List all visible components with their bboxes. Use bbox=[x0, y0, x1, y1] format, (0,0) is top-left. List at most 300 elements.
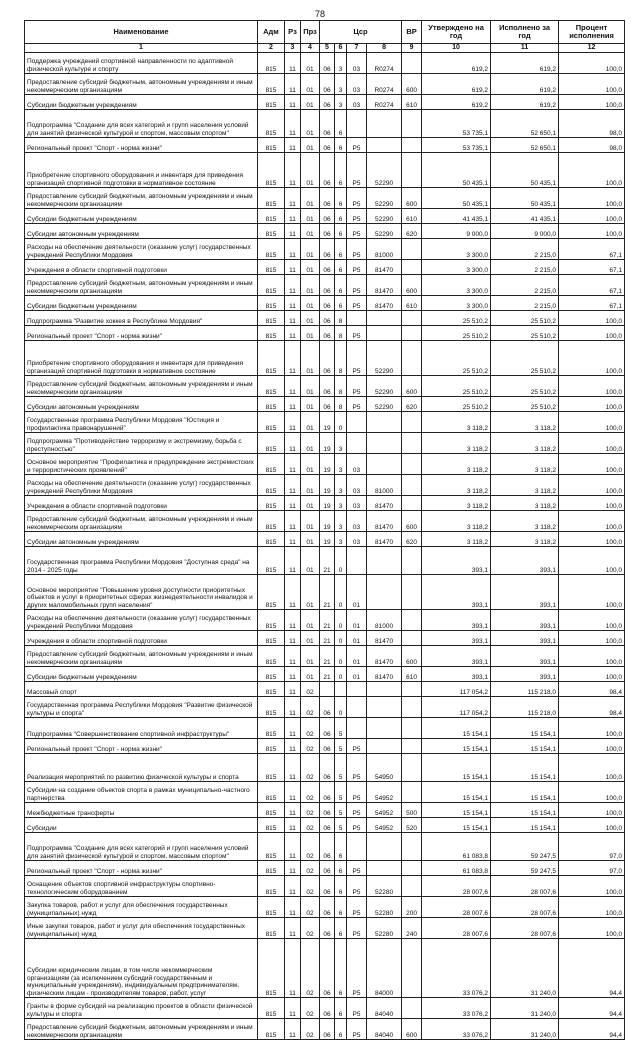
csr-direction-cell: 81470 bbox=[367, 631, 402, 646]
csr-program-cell: 06 bbox=[320, 224, 335, 239]
csr-subprogram-cell: 6 bbox=[335, 897, 347, 918]
vr-cell bbox=[402, 610, 422, 631]
csr-subprogram-cell: 6 bbox=[335, 296, 347, 311]
executed-cell: 115 218,0 bbox=[491, 682, 559, 697]
csr-program-cell: 06 bbox=[320, 376, 335, 397]
csr-program-cell: 06 bbox=[320, 782, 335, 803]
prz-cell: 02 bbox=[301, 818, 320, 833]
rz-cell: 11 bbox=[285, 918, 301, 939]
approved-cell: 393,1 bbox=[422, 631, 491, 646]
csr-subprogram-cell: 6 bbox=[335, 918, 347, 939]
csr-program-cell: 21 bbox=[320, 667, 335, 682]
csr-subprogram-cell: 6 bbox=[335, 833, 347, 861]
column-number: 4 bbox=[301, 44, 320, 53]
adm-cell: 815 bbox=[258, 496, 285, 511]
rz-cell: 11 bbox=[285, 412, 301, 433]
approved-cell: 15 154,1 bbox=[422, 754, 491, 782]
csr-event-cell: P5 bbox=[347, 918, 367, 939]
csr-event-cell: 03 bbox=[347, 511, 367, 532]
csr-event-cell: P5 bbox=[347, 153, 367, 188]
csr-direction-cell: 52280 bbox=[367, 876, 402, 897]
table-row bbox=[25, 275, 625, 296]
rz-cell: 11 bbox=[285, 646, 301, 667]
table-row bbox=[25, 754, 625, 782]
csr-direction-cell: R0274 bbox=[367, 53, 402, 74]
approved-cell: 393,1 bbox=[422, 667, 491, 682]
csr-subprogram-cell: 0 bbox=[335, 412, 347, 433]
vr-cell: 610 bbox=[402, 209, 422, 224]
executed-cell: 3 118,2 bbox=[491, 433, 559, 454]
approved-cell: 3 118,2 bbox=[422, 412, 491, 433]
percent-cell: 100,0 bbox=[559, 818, 625, 833]
executed-cell: 59 247,5 bbox=[491, 833, 559, 861]
table-row bbox=[25, 260, 625, 275]
column-number: 9 bbox=[402, 44, 422, 53]
rz-cell: 11 bbox=[285, 782, 301, 803]
prz-cell: 01 bbox=[301, 433, 320, 454]
adm-cell: 815 bbox=[258, 376, 285, 397]
adm-cell: 815 bbox=[258, 918, 285, 939]
csr-event-cell: P5 bbox=[347, 939, 367, 998]
percent-cell: 100,0 bbox=[559, 311, 625, 326]
csr-event-cell: 03 bbox=[347, 95, 367, 110]
row-name-cell: Межбюджетные трансферты bbox=[25, 803, 258, 818]
csr-direction-cell bbox=[367, 433, 402, 454]
csr-direction-cell bbox=[367, 833, 402, 861]
vr-cell bbox=[402, 754, 422, 782]
prz-cell: 01 bbox=[301, 296, 320, 311]
column-number: 1 bbox=[25, 44, 258, 53]
percent-cell: 100,0 bbox=[559, 326, 625, 341]
percent-cell: 100,0 bbox=[559, 631, 625, 646]
table-row bbox=[25, 939, 625, 998]
csr-program-cell: 06 bbox=[320, 861, 335, 876]
csr-event-cell: 03 bbox=[347, 475, 367, 496]
row-name-cell: Государственная программа Республики Мордовия "Доступная среда" на 2014 - 2025 годы bbox=[25, 547, 258, 575]
executed-cell: 59 247,5 bbox=[491, 861, 559, 876]
executed-cell: 393,1 bbox=[491, 667, 559, 682]
csr-direction-cell bbox=[367, 412, 402, 433]
vr-cell bbox=[402, 861, 422, 876]
adm-cell: 815 bbox=[258, 53, 285, 74]
adm-cell: 815 bbox=[258, 153, 285, 188]
csr-subprogram-cell: 0 bbox=[335, 631, 347, 646]
table-row bbox=[25, 739, 625, 754]
executed-cell: 28 007,6 bbox=[491, 876, 559, 897]
row-name-cell: Расходы на обеспечение деятельности (оказание услуг) государственных учреждений Республики Мордовия bbox=[25, 475, 258, 496]
prz-cell: 01 bbox=[301, 496, 320, 511]
csr-subprogram-cell: 6 bbox=[335, 188, 347, 209]
approved-cell: 15 154,1 bbox=[422, 803, 491, 818]
csr-event-cell: P5 bbox=[347, 998, 367, 1019]
csr-program-cell: 06 bbox=[320, 53, 335, 74]
approved-cell: 117 054,2 bbox=[422, 682, 491, 697]
vr-cell bbox=[402, 341, 422, 376]
percent-cell: 100,0 bbox=[559, 95, 625, 110]
row-name-cell: Подпрограмма "Совершенствование спортивной инфраструктуры" bbox=[25, 718, 258, 739]
csr-subprogram-cell: 5 bbox=[335, 718, 347, 739]
csr-direction-cell: 81470 bbox=[367, 296, 402, 311]
csr-event-cell: P5 bbox=[347, 188, 367, 209]
executed-cell: 25 510,2 bbox=[491, 397, 559, 412]
csr-program-cell: 06 bbox=[320, 397, 335, 412]
csr-subprogram-cell: 3 bbox=[335, 475, 347, 496]
csr-program-cell: 06 bbox=[320, 833, 335, 861]
csr-program-cell: 06 bbox=[320, 939, 335, 998]
executed-cell: 25 510,2 bbox=[491, 376, 559, 397]
table-row bbox=[25, 782, 625, 803]
csr-subprogram-cell: 5 bbox=[335, 754, 347, 782]
csr-subprogram-cell: 5 bbox=[335, 818, 347, 833]
csr-event-cell: P5 bbox=[347, 803, 367, 818]
header-prz: Прз bbox=[301, 21, 320, 44]
vr-cell bbox=[402, 412, 422, 433]
approved-cell: 393,1 bbox=[422, 547, 491, 575]
row-name-cell: Поддержка учреждений спортивной направленности по адаптивной физической культуре и спорту bbox=[25, 53, 258, 74]
rz-cell: 11 bbox=[285, 897, 301, 918]
rz-cell: 11 bbox=[285, 818, 301, 833]
adm-cell: 815 bbox=[258, 454, 285, 475]
csr-program-cell: 06 bbox=[320, 998, 335, 1019]
approved-cell: 393,1 bbox=[422, 575, 491, 610]
rz-cell: 11 bbox=[285, 475, 301, 496]
approved-cell: 3 118,2 bbox=[422, 511, 491, 532]
approved-cell: 53 735,1 bbox=[422, 110, 491, 138]
vr-cell bbox=[402, 311, 422, 326]
approved-cell: 3 300,0 bbox=[422, 260, 491, 275]
vr-cell bbox=[402, 239, 422, 260]
percent-cell: 100,0 bbox=[559, 646, 625, 667]
approved-cell: 3 300,0 bbox=[422, 239, 491, 260]
percent-cell: 100,0 bbox=[559, 376, 625, 397]
csr-direction-cell: 81470 bbox=[367, 667, 402, 682]
approved-cell: 15 154,1 bbox=[422, 818, 491, 833]
approved-cell: 61 083,8 bbox=[422, 833, 491, 861]
approved-cell: 25 510,2 bbox=[422, 376, 491, 397]
prz-cell: 02 bbox=[301, 754, 320, 782]
row-name-cell: Предоставление субсидий бюджетным, автономным учреждениям и иным некоммерческим организациям bbox=[25, 511, 258, 532]
adm-cell: 815 bbox=[258, 188, 285, 209]
csr-event-cell: 01 bbox=[347, 575, 367, 610]
csr-direction-cell: 81470 bbox=[367, 260, 402, 275]
approved-cell: 619,2 bbox=[422, 74, 491, 95]
csr-event-cell: P5 bbox=[347, 239, 367, 260]
adm-cell: 815 bbox=[258, 224, 285, 239]
csr-program-cell: 06 bbox=[320, 326, 335, 341]
csr-direction-cell: 52290 bbox=[367, 188, 402, 209]
rz-cell: 11 bbox=[285, 376, 301, 397]
column-number: 6 bbox=[335, 44, 347, 53]
approved-cell: 25 510,2 bbox=[422, 311, 491, 326]
table-row bbox=[25, 803, 625, 818]
row-name-cell: Приобретение спортивного оборудования и инвентаря для приведения организаций спортивной подготовки в нормативное состояние bbox=[25, 153, 258, 188]
percent-cell: 100,0 bbox=[559, 188, 625, 209]
csr-subprogram-cell: 8 bbox=[335, 341, 347, 376]
row-name-cell: Предоставление субсидий бюджетным, автономным учреждениям и иным некоммерческим организациям bbox=[25, 1019, 258, 1040]
vr-cell bbox=[402, 697, 422, 718]
column-number: 5 bbox=[320, 44, 335, 53]
table-row bbox=[25, 376, 625, 397]
approved-cell: 28 007,6 bbox=[422, 918, 491, 939]
rz-cell: 11 bbox=[285, 575, 301, 610]
approved-cell: 15 154,1 bbox=[422, 718, 491, 739]
adm-cell: 815 bbox=[258, 475, 285, 496]
csr-direction-cell: 81470 bbox=[367, 496, 402, 511]
csr-direction-cell: 52290 bbox=[367, 224, 402, 239]
csr-subprogram-cell: 6 bbox=[335, 1019, 347, 1040]
adm-cell: 815 bbox=[258, 209, 285, 224]
prz-cell: 02 bbox=[301, 861, 320, 876]
executed-cell: 50 435,1 bbox=[491, 188, 559, 209]
vr-cell bbox=[402, 433, 422, 454]
csr-direction-cell: 81470 bbox=[367, 646, 402, 667]
csr-direction-cell: 54952 bbox=[367, 818, 402, 833]
executed-cell: 393,1 bbox=[491, 547, 559, 575]
percent-cell: 67,1 bbox=[559, 260, 625, 275]
csr-program-cell: 06 bbox=[320, 739, 335, 754]
table-row bbox=[25, 646, 625, 667]
vr-cell: 500 bbox=[402, 803, 422, 818]
csr-program-cell: 19 bbox=[320, 475, 335, 496]
csr-event-cell: P5 bbox=[347, 782, 367, 803]
approved-cell: 41 435,1 bbox=[422, 209, 491, 224]
csr-subprogram-cell: 3 bbox=[335, 53, 347, 74]
csr-event-cell: P5 bbox=[347, 754, 367, 782]
csr-direction-cell: 84000 bbox=[367, 939, 402, 998]
vr-cell: 600 bbox=[402, 376, 422, 397]
csr-program-cell bbox=[320, 682, 335, 697]
prz-cell: 01 bbox=[301, 239, 320, 260]
rz-cell: 11 bbox=[285, 939, 301, 998]
csr-direction-cell: 54952 bbox=[367, 782, 402, 803]
rz-cell: 11 bbox=[285, 532, 301, 547]
row-name-cell: Субсидии бюджетным учреждениям bbox=[25, 296, 258, 311]
csr-direction-cell bbox=[367, 861, 402, 876]
adm-cell: 815 bbox=[258, 818, 285, 833]
prz-cell: 02 bbox=[301, 1019, 320, 1040]
header-rz: Рз bbox=[285, 21, 301, 44]
prz-cell: 01 bbox=[301, 326, 320, 341]
approved-cell: 33 076,2 bbox=[422, 1019, 491, 1040]
adm-cell: 815 bbox=[258, 739, 285, 754]
executed-cell: 31 240,0 bbox=[491, 998, 559, 1019]
rz-cell: 11 bbox=[285, 95, 301, 110]
adm-cell: 815 bbox=[258, 782, 285, 803]
csr-subprogram-cell: 3 bbox=[335, 95, 347, 110]
csr-subprogram-cell: 5 bbox=[335, 803, 347, 818]
prz-cell: 01 bbox=[301, 511, 320, 532]
rz-cell: 11 bbox=[285, 667, 301, 682]
adm-cell: 815 bbox=[258, 341, 285, 376]
percent-cell: 100,0 bbox=[559, 153, 625, 188]
csr-subprogram-cell: 0 bbox=[335, 667, 347, 682]
csr-program-cell: 06 bbox=[320, 260, 335, 275]
row-name-cell: Основное мероприятие "Профилактика и предупреждение экстремистских и террористических проявлений" bbox=[25, 454, 258, 475]
csr-event-cell: P5 bbox=[347, 296, 367, 311]
table-row bbox=[25, 53, 625, 74]
table-row bbox=[25, 876, 625, 897]
approved-cell: 393,1 bbox=[422, 646, 491, 667]
prz-cell: 01 bbox=[301, 631, 320, 646]
row-name-cell: Региональный проект "Спорт - норма жизни" bbox=[25, 861, 258, 876]
csr-subprogram-cell: 6 bbox=[335, 939, 347, 998]
approved-cell: 393,1 bbox=[422, 610, 491, 631]
csr-program-cell: 06 bbox=[320, 754, 335, 782]
table-row bbox=[25, 833, 625, 861]
csr-event-cell: 01 bbox=[347, 646, 367, 667]
adm-cell: 815 bbox=[258, 1019, 285, 1040]
adm-cell: 815 bbox=[258, 138, 285, 153]
vr-cell: 600 bbox=[402, 1019, 422, 1040]
approved-cell: 33 076,2 bbox=[422, 939, 491, 998]
row-name-cell: Реализация мероприятий по развитию физической культуры и спорта bbox=[25, 754, 258, 782]
percent-cell: 100,0 bbox=[559, 918, 625, 939]
vr-cell: 620 bbox=[402, 224, 422, 239]
adm-cell: 815 bbox=[258, 610, 285, 631]
row-name-cell: Расходы на обеспечение деятельности (оказание услуг) государственных учреждений Республики Мордовия bbox=[25, 610, 258, 631]
csr-direction-cell: R0274 bbox=[367, 95, 402, 110]
csr-event-cell: P5 bbox=[347, 876, 367, 897]
executed-cell: 31 240,0 bbox=[491, 939, 559, 998]
csr-direction-cell: 84040 bbox=[367, 1019, 402, 1040]
csr-program-cell: 06 bbox=[320, 818, 335, 833]
csr-event-cell: P5 bbox=[347, 275, 367, 296]
csr-direction-cell bbox=[367, 326, 402, 341]
csr-program-cell: 19 bbox=[320, 454, 335, 475]
csr-event-cell: P5 bbox=[347, 397, 367, 412]
percent-cell: 94,4 bbox=[559, 939, 625, 998]
csr-event-cell: P5 bbox=[347, 376, 367, 397]
approved-cell: 3 300,0 bbox=[422, 275, 491, 296]
percent-cell: 98,0 bbox=[559, 138, 625, 153]
executed-cell: 15 154,1 bbox=[491, 782, 559, 803]
vr-cell bbox=[402, 138, 422, 153]
table-row bbox=[25, 239, 625, 260]
rz-cell: 11 bbox=[285, 239, 301, 260]
csr-direction-cell: 52280 bbox=[367, 918, 402, 939]
row-name-cell: Субсидии бюджетным учреждениям bbox=[25, 209, 258, 224]
executed-cell: 393,1 bbox=[491, 610, 559, 631]
prz-cell: 01 bbox=[301, 397, 320, 412]
rz-cell: 11 bbox=[285, 682, 301, 697]
vr-cell: 610 bbox=[402, 296, 422, 311]
percent-cell: 67,1 bbox=[559, 296, 625, 311]
percent-cell: 100,0 bbox=[559, 475, 625, 496]
percent-cell: 100,0 bbox=[559, 718, 625, 739]
rz-cell: 11 bbox=[285, 326, 301, 341]
rz-cell: 11 bbox=[285, 547, 301, 575]
adm-cell: 815 bbox=[258, 718, 285, 739]
rz-cell: 11 bbox=[285, 496, 301, 511]
percent-cell: 100,0 bbox=[559, 53, 625, 74]
csr-direction-cell: 52290 bbox=[367, 341, 402, 376]
csr-program-cell: 06 bbox=[320, 918, 335, 939]
table-row bbox=[25, 897, 625, 918]
prz-cell: 01 bbox=[301, 454, 320, 475]
table-row bbox=[25, 918, 625, 939]
table-row bbox=[25, 697, 625, 718]
rz-cell: 11 bbox=[285, 260, 301, 275]
percent-cell: 100,0 bbox=[559, 897, 625, 918]
adm-cell: 815 bbox=[258, 239, 285, 260]
row-name-cell: Подпрограмма "Развитие хоккея в Республике Мордовия" bbox=[25, 311, 258, 326]
percent-cell: 100,0 bbox=[559, 397, 625, 412]
approved-cell: 61 083,8 bbox=[422, 861, 491, 876]
csr-program-cell: 19 bbox=[320, 532, 335, 547]
percent-cell: 100,0 bbox=[559, 575, 625, 610]
csr-subprogram-cell: 6 bbox=[335, 153, 347, 188]
approved-cell: 3 118,2 bbox=[422, 532, 491, 547]
vr-cell: 200 bbox=[402, 897, 422, 918]
csr-subprogram-cell: 0 bbox=[335, 646, 347, 667]
csr-direction-cell bbox=[367, 739, 402, 754]
csr-direction-cell bbox=[367, 454, 402, 475]
csr-program-cell: 21 bbox=[320, 575, 335, 610]
executed-cell: 619,2 bbox=[491, 95, 559, 110]
csr-program-cell: 06 bbox=[320, 296, 335, 311]
csr-program-cell: 06 bbox=[320, 239, 335, 260]
percent-cell: 100,0 bbox=[559, 341, 625, 376]
approved-cell: 619,2 bbox=[422, 53, 491, 74]
percent-cell: 100,0 bbox=[559, 454, 625, 475]
executed-cell: 9 000,0 bbox=[491, 224, 559, 239]
prz-cell: 01 bbox=[301, 209, 320, 224]
table-row bbox=[25, 496, 625, 511]
percent-cell: 100,0 bbox=[559, 803, 625, 818]
column-number: 7 bbox=[347, 44, 367, 53]
table-row bbox=[25, 998, 625, 1019]
rz-cell: 11 bbox=[285, 153, 301, 188]
adm-cell: 815 bbox=[258, 412, 285, 433]
adm-cell: 815 bbox=[258, 939, 285, 998]
approved-cell: 50 435,1 bbox=[422, 188, 491, 209]
percent-cell: 100,0 bbox=[559, 209, 625, 224]
table-row bbox=[25, 188, 625, 209]
csr-direction-cell: 81470 bbox=[367, 532, 402, 547]
vr-cell bbox=[402, 110, 422, 138]
percent-cell: 100,0 bbox=[559, 74, 625, 95]
prz-cell: 01 bbox=[301, 376, 320, 397]
csr-program-cell: 06 bbox=[320, 138, 335, 153]
table-row bbox=[25, 667, 625, 682]
csr-event-cell bbox=[347, 311, 367, 326]
header-percent: Процент исполнения bbox=[559, 21, 625, 44]
csr-program-cell: 06 bbox=[320, 153, 335, 188]
percent-cell: 100,0 bbox=[559, 532, 625, 547]
column-number: 2 bbox=[258, 44, 285, 53]
csr-subprogram-cell: 8 bbox=[335, 397, 347, 412]
adm-cell: 815 bbox=[258, 631, 285, 646]
row-name-cell: Закупка товаров, работ и услуг для обеспечения государственных (муниципальных) нужд bbox=[25, 897, 258, 918]
csr-subprogram-cell: 6 bbox=[335, 224, 347, 239]
vr-cell bbox=[402, 718, 422, 739]
table-row bbox=[25, 610, 625, 631]
csr-subprogram-cell: 3 bbox=[335, 433, 347, 454]
row-name-cell: Субсидии юридическим лицам, в том числе некоммерческим организациям (за исключением субсидий государственным и муниципальным учреждениям), индивидуальным предпринимателям, физическим лицам - производителям товаров, работ, услуг bbox=[25, 939, 258, 998]
executed-cell: 25 510,2 bbox=[491, 326, 559, 341]
csr-program-cell: 06 bbox=[320, 209, 335, 224]
csr-subprogram-cell: 3 bbox=[335, 496, 347, 511]
csr-direction-cell: 52280 bbox=[367, 897, 402, 918]
percent-cell: 100,0 bbox=[559, 547, 625, 575]
adm-cell: 815 bbox=[258, 646, 285, 667]
prz-cell: 02 bbox=[301, 782, 320, 803]
csr-program-cell: 19 bbox=[320, 433, 335, 454]
table-row bbox=[25, 511, 625, 532]
adm-cell: 815 bbox=[258, 74, 285, 95]
table-body bbox=[25, 53, 625, 1040]
row-name-cell: Учреждения в области спортивной подготовки bbox=[25, 260, 258, 275]
